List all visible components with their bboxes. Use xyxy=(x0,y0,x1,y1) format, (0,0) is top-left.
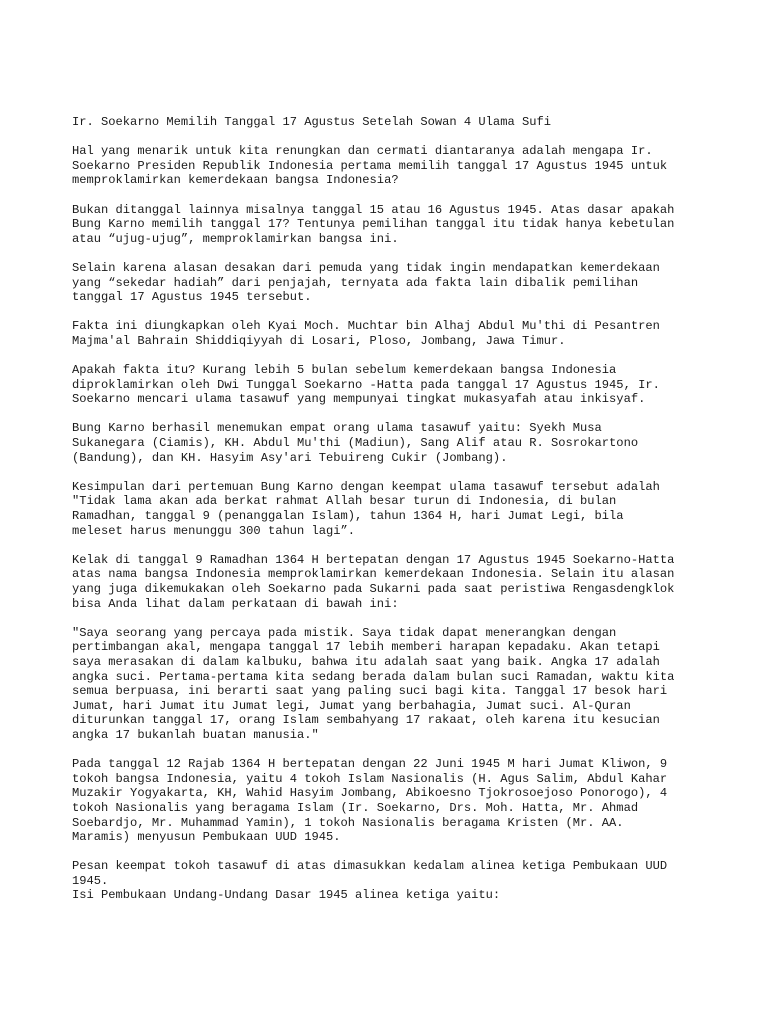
paragraph-9-quote: "Saya seorang yang percaya pada mistik. Saya tidak dapat menerangkan dengan pertimbangan akal, mengapa tanggal 17 lebih memberi harapan kepadaku. Akan tetapi saya merasakan di dalam kalbuku, bahwa itu adalah saat yang baik. Angka 17 adalah angka suci. Pertama-pertama kita sedang berada dalam bulan suci Ramadan, waktu kita semua berpuasa, ini berarti saat yang paling suci bagi kita. Tanggal 17 besok hari Jumat, hari Jumat itu Jumat legi, Jumat yang berbahagia, Jumat suci. Al-Quran diturunkan tanggal 17, orang Islam sembahyang 17 rakaat, oleh karena itu kesucian angka 17 bukanlah buatan manusia." xyxy=(72,625,675,742)
paragraph-3: Selain karena alasan desakan dari pemuda yang tidak ingin mendapatkan kemerdekaan yang “sekedar hadiah” dari penjajah, ternyata ada fakta lain dibalik pemilihan tanggal 17 Agustus 1945 tersebut. xyxy=(72,260,660,305)
paragraph-12: Isi Pembukaan Undang-Undang Dasar 1945 alinea ketiga yaitu: xyxy=(72,888,501,903)
paragraph-6: Bung Karno berhasil menemukan empat orang ulama tasawuf yaitu: Syekh Musa Sukanegara (Ciamis), KH. Abdul Mu'thi (Madiun), Sang Alif atau R. Sosrokartono (Bandung), dan KH. Hasyim Asy'ari Tebuireng Cukir (Jombang). xyxy=(72,421,639,465)
document-title: Ir. Soekarno Memilih Tanggal 17 Agustus Setelah Sowan 4 Ulama Sufi xyxy=(72,115,551,129)
paragraph-5: Apakah fakta itu? Kurang lebih 5 bulan sebelum kemerdekaan bangsa Indonesia diproklamirkan oleh Dwi Tunggal Soekarno -Hatta pada tanggal 17 Agustus 1945, Ir. Soekarno mencari ulama tasawuf yang mempunyai tingkat mukasyafah atau inkisyaf. xyxy=(72,363,660,407)
paragraph-10: Pada tanggal 12 Rajab 1364 H bertepatan dengan 22 Juni 1945 M hari Jumat Kliwon, 9 tokoh bangsa Indonesia, yaitu 4 tokoh Islam Nasionalis (H. Agus Salim, Abdul Kahar Muzakir Yogyakarta, KH, Wahid Hasyim Jombang, Abikoesno Tjokrosoejoso Ponorogo), 4 tokoh Nasionalis yang beragama Islam (Ir. Soekarno, Drs. Moh. Hatta, Mr. Ahmad Soebardjo, Mr. Muhammad Yamin), 1 tokoh Nasionalis beragama Kristen (Mr. AA. Maramis) menyusun Pembukaan UUD 1945. xyxy=(72,757,668,845)
paragraph-2: Bukan ditanggal lainnya misalnya tanggal 15 atau 16 Agustus 1945. Atas dasar apakah Bung Karno memilih tanggal 17? Tentunya pemilihan tanggal itu tidak hanya kebetulan atau “ujug-ujug”, memproklamirkan bangsa ini. xyxy=(72,202,675,246)
paragraph-4: Fakta ini diungkapkan oleh Kyai Moch. Muchtar bin Alhaj Abdul Mu'thi di Pesantren Majma'al Bahrain Shiddiqiyyah di Losari, Ploso, Jombang, Jawa Timur. xyxy=(72,319,660,348)
paragraph-8: Kelak di tanggal 9 Ramadhan 1364 H bertepatan dengan 17 Agustus 1945 Soekarno-Hatta atas nama bangsa Indonesia memproklamirkan kemerdekaan Indonesia. Selain itu alasan yang juga dikemukakan oleh Soekarno pada Sukarni pada saat peristiwa Rengasdengklok bisa Anda lihat dalam perkataan di bawah ini: xyxy=(72,552,675,611)
paragraph-7: Kesimpulan dari pertemuan Bung Karno dengan keempat ulama tasawuf tersebut adalah "Tidak lama akan ada berkat rahmat Allah besar turun di Indonesia, di bulan Ramadhan, tanggal 9 (penanggalan Islam), tahun 1364 H, hari Jumat Legi, bila meleset harus menunggu 300 tahun lagi”. xyxy=(72,479,660,538)
paragraph-11: Pesan keempat tokoh tasawuf di atas dimasukkan kedalam alinea ketiga Pembukaan UUD 1945. xyxy=(72,859,668,888)
document-page xyxy=(72,115,712,918)
paragraph-1: Hal yang menarik untuk kita renungkan dan cermati diantaranya adalah mengapa Ir. Soekarno Presiden Republik Indonesia pertama memilih tanggal 17 Agustus 1945 untuk memproklamirkan kemerdekaan bangsa Indonesia? xyxy=(72,144,668,188)
